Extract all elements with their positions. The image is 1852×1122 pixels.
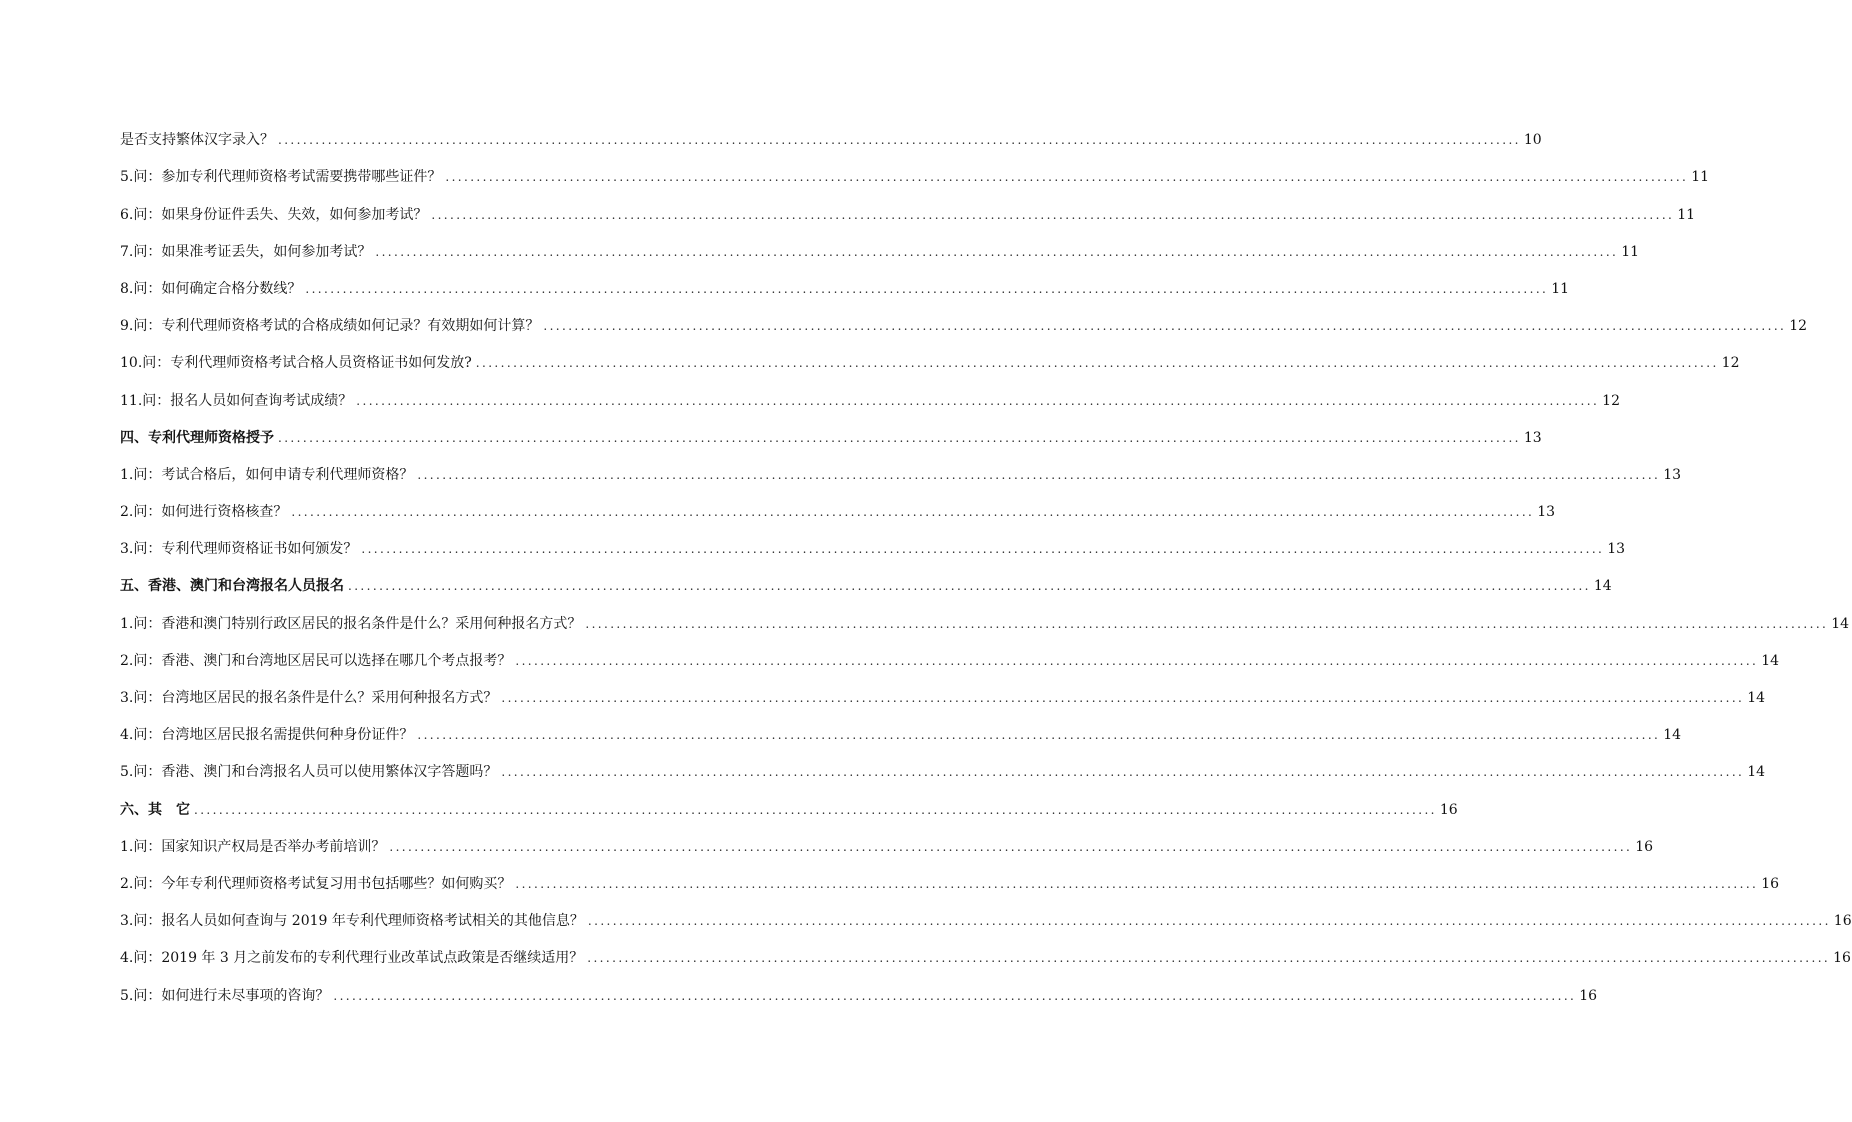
toc-leader-dots: ........................................................................................................................................................................................................ (417, 467, 1661, 482)
toc-leader-dots: ........................................................................................................................................................................................................ (431, 207, 1675, 222)
toc-entry-title: 2.问：今年专利代理师资格考试复习用书包括哪些？如何购买？ (120, 875, 512, 892)
toc-leader-dots: ........................................................................................................................................................................................................ (194, 802, 1437, 817)
toc-leader-dots: ........................................................................................................................................................................................................ (515, 653, 1759, 668)
toc-entry-title: 3.问：台湾地区居民的报名条件是什么？采用何种报名方式？ (120, 690, 498, 706)
toc-leader-dots: ........................................................................................................................................................................................................ (585, 616, 1829, 631)
toc-entry[interactable] (120, 967, 1598, 1004)
toc-page-number: 14 (1663, 727, 1682, 744)
toc-entry[interactable] (120, 856, 1780, 893)
toc-leader-dots: ........................................................................................................................................................................................................ (417, 728, 1661, 743)
toc-entry[interactable] (120, 298, 1808, 335)
toc-entry-title: 4.问：2019 年 3 月之前发布的专利代理行业改革试点政策是否继续适用？ (120, 950, 584, 967)
toc-entry-title: 1.问：国家知识产权局是否举办考前培训？ (120, 838, 386, 855)
toc-leader-dots: ........................................................................................................................................................................................................ (587, 951, 1831, 966)
toc-section-heading[interactable] (120, 558, 1612, 595)
toc-entry-title: 5.问：如何进行未尽事项的咨询？ (120, 987, 330, 1004)
toc-entry-title: 6.问：如果身份证件丢失、失效，如何参加考试？ (120, 206, 428, 223)
toc-page-number: 12 (1789, 318, 1808, 335)
toc-entry[interactable] (120, 224, 1640, 261)
toc-entry-title: 1.问：考试合格后，如何申请专利代理师资格？ (120, 466, 414, 483)
toc-leader-dots: ........................................................................................................................................................................................................ (389, 839, 1633, 854)
toc-page-number: 14 (1831, 615, 1850, 632)
toc-leader-dots: ........................................................................................................................................................................................................ (543, 319, 1787, 334)
toc-page-number: 13 (1537, 504, 1556, 521)
toc-entry-title: 5.问：香港、澳门和台湾报名人员可以使用繁体汉字答题吗？ (120, 764, 498, 781)
toc-page-number: 13 (1663, 466, 1682, 483)
toc-entry[interactable] (120, 893, 1852, 930)
toc-entry-title: 10.问：专利代理师资格考试合格人员资格证书如何发放? (120, 355, 472, 372)
toc-page-number: 10 (1523, 132, 1542, 149)
toc-page-number: 14 (1761, 652, 1780, 669)
toc-leader-dots: ........................................................................................................................................................................................................ (361, 542, 1605, 557)
toc-entry[interactable] (120, 595, 1850, 632)
toc-entry[interactable] (120, 186, 1696, 223)
toc-entry[interactable] (120, 633, 1780, 670)
toc-entry[interactable] (120, 112, 1542, 149)
toc-page-number: 14 (1747, 690, 1766, 706)
toc-page-number: 13 (1523, 429, 1542, 446)
toc-page-number: 16 (1833, 950, 1851, 967)
toc-entry-title: 11.问：报名人员如何查询考试成绩？ (120, 392, 353, 409)
toc-entry-title: 五、香港、澳门和台湾报名人员报名 (120, 578, 344, 595)
toc-entry-title: 2.问：如何进行资格核查？ (120, 504, 288, 521)
toc-leader-dots: ........................................................................................................................................................................................................ (587, 914, 1831, 929)
toc-page-number: 12 (1602, 392, 1620, 409)
toc-entry[interactable] (120, 372, 1620, 409)
toc-page-number: 13 (1607, 541, 1626, 558)
toc-page-number: 16 (1635, 838, 1654, 855)
toc-leader-dots: ........................................................................................................................................................................................................ (291, 505, 1535, 520)
toc-leader-dots: ........................................................................................................................................................................................................ (375, 244, 1619, 259)
toc-entry[interactable] (120, 447, 1682, 484)
toc-entry[interactable] (120, 707, 1682, 744)
toc-entry[interactable] (120, 521, 1626, 558)
toc-entry-title: 六、其 它 (120, 801, 190, 818)
toc-page-number: 16 (1439, 801, 1458, 818)
toc-entry[interactable] (120, 335, 1740, 372)
toc-entry[interactable] (120, 149, 1710, 186)
toc-page-number: 16 (1833, 913, 1852, 930)
toc-entry[interactable] (120, 930, 1851, 967)
toc-leader-dots: ........................................................................................................................................................................................................ (305, 281, 1549, 296)
toc-entry-title: 是否支持繁体汉字录入？ (120, 132, 274, 149)
toc-entry-title: 9.问：专利代理师资格考试的合格成绩如何记录？有效期如何计算？ (120, 318, 540, 335)
toc-entry-title: 5.问：参加专利代理师资格考试需要携带哪些证件？ (120, 169, 442, 186)
toc-page-number: 14 (1593, 578, 1612, 595)
toc-entry[interactable] (120, 744, 1766, 781)
toc-leader-dots: ........................................................................................................................................................................................................ (348, 579, 1591, 594)
toc-page-number: 14 (1747, 764, 1766, 781)
toc-section-heading[interactable] (120, 781, 1458, 818)
toc-leader-dots: ........................................................................................................................................................................................................ (515, 876, 1759, 891)
toc-entry-title: 四、专利代理师资格授予 (120, 429, 274, 446)
toc-leader-dots: ........................................................................................................................................................................................................ (501, 691, 1745, 705)
toc-entry-title: 7.问：如果准考证丢失，如何参加考试？ (120, 243, 372, 260)
toc-entry-title: 4.问：台湾地区居民报名需提供何种身份证件？ (120, 727, 414, 744)
toc-entry-title: 3.问：报名人员如何查询与 2019 年专利代理师资格考试相关的其他信息？ (120, 913, 584, 930)
toc-entry[interactable] (120, 484, 1556, 521)
table-of-contents (120, 112, 1852, 1005)
toc-entry[interactable] (120, 261, 1570, 298)
toc-page-number: 16 (1761, 875, 1780, 892)
toc-entry[interactable] (120, 670, 1766, 707)
toc-leader-dots: ........................................................................................................................................................................................................ (501, 765, 1745, 780)
toc-entry-title: 2.问：香港、澳门和台湾地区居民可以选择在哪几个考点报考？ (120, 652, 512, 669)
toc-entry-title: 3.问：专利代理师资格证书如何颁发？ (120, 541, 358, 558)
toc-page-number: 12 (1721, 355, 1740, 372)
toc-entry-title: 8.问：如何确定合格分数线？ (120, 280, 302, 297)
toc-leader-dots: ........................................................................................................................................................................................................ (445, 170, 1689, 185)
toc-section-heading[interactable] (120, 410, 1542, 447)
toc-page-number: 11 (1691, 169, 1710, 186)
toc-page-number: 16 (1579, 987, 1598, 1004)
toc-leader-dots: ........................................................................................................................................................................................................ (278, 430, 1521, 445)
toc-leader-dots: ........................................................................................................................................................................................................ (356, 393, 1600, 408)
toc-leader-dots: ........................................................................................................................................................................................................ (278, 133, 1521, 148)
toc-entry-title: 1.问：香港和澳门特别行政区居民的报名条件是什么？采用何种报名方式？ (120, 615, 582, 632)
toc-leader-dots: ........................................................................................................................................................................................................ (333, 988, 1577, 1003)
toc-page-number: 11 (1677, 206, 1696, 223)
toc-leader-dots: ........................................................................................................................................................................................................ (475, 356, 1719, 371)
toc-entry[interactable] (120, 819, 1654, 856)
toc-page-number: 11 (1551, 280, 1570, 297)
toc-page-number: 11 (1621, 243, 1640, 260)
